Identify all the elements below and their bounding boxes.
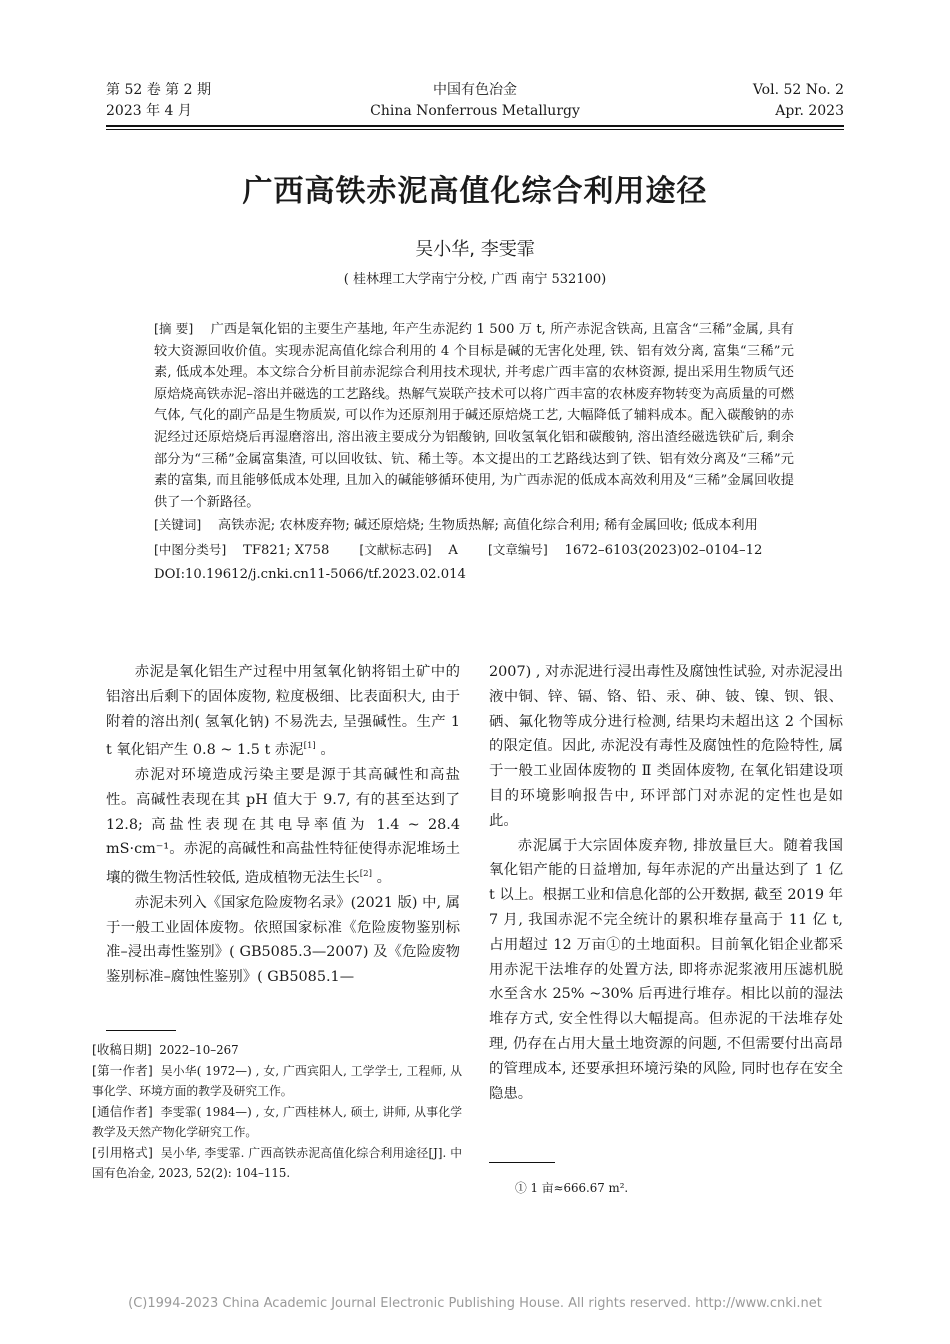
footnote-corresponding-author: [通信作者] 李雯霏( 1984—) , 女, 广西桂林人, 硕士, 讲师, 从事化学教学及天然产物化学研究工作。 [92, 1103, 462, 1139]
clc-item [154, 539, 329, 562]
doc-code-tag: [文献标志码] [359, 541, 432, 557]
body-paragraph: 赤泥属于大宗固体废弃物, 排放量巨大。随着我国氧化铝产能的日益增加, 每年赤泥的产出量达到了 1 亿 t 以上。根据工业和信息化部的公开数据, 截至 2019 年 7 月, 我国赤泥不完全统计的累积堆存量高于 11 亿 t, 占用超过 12 万亩①的土地面积。目前氧化铝企业都采用赤泥干法堆存的处置方法, 即将赤泥浆液用压滤机脱水至含水 25% ~30% 后再进行堆存。相比以前的湿法堆存方式, 安全性得以大幅提高。但赤泥的干法堆存处理, 仍存在占用大量土地资源的问题, 不但需要付出高昂的管理成本, 还要承担环境污染的风险, 同时也存在安全隐患。 [489, 837, 843, 1102]
paper-title: 广西高铁赤泥高值化综合利用途径 [242, 174, 708, 209]
article-number-item [488, 539, 762, 562]
abstract-tag: [摘 要] [154, 321, 194, 336]
page-header [106, 80, 844, 130]
volume-cn: 第 52 卷 第 2 期 [106, 82, 211, 98]
clc-value: TF821; X758 [243, 542, 330, 558]
date-cn: 2023 年 4 月 [106, 103, 192, 119]
article-number-value: 1672–6103(2023)02–0104–12 [564, 542, 763, 558]
footnote-received: [收稿日期] 2022–10–267 [92, 1042, 239, 1057]
footnotes-left [92, 1040, 462, 1184]
doi: DOI:10.19612/j.cnki.cn11-5066/tf.2023.02.014 [154, 566, 466, 582]
doc-code-value: A [448, 542, 458, 558]
footnote-rule-left [106, 1030, 176, 1031]
header-right [753, 80, 844, 122]
header-rule-thin [106, 129, 844, 130]
article-number-tag: [文章编号] [487, 541, 548, 557]
abstract [154, 318, 794, 513]
footnote-first-author: [第一作者] 吴小华( 1972—) , 女, 广西宾阳人, 工学学士, 工程师, 从事化学、环境方面的教学及研究工作。 [92, 1062, 462, 1098]
citation-ref: [2] [359, 869, 373, 880]
clc-tag: [中图分类号] [154, 541, 227, 557]
classification-line [154, 539, 794, 562]
keywords-text: 高铁赤泥; 农林废弃物; 碱还原焙烧; 生物质热解; 高值化综合利用; 稀有金属回收; 低成本利用 [218, 518, 758, 534]
citation-ref: [1] [303, 741, 316, 752]
keywords-tag: [关键词] [154, 517, 202, 533]
body-column-left [106, 660, 460, 990]
body-paragraph: 2007) , 对赤泥进行浸出毒性及腐蚀性试验, 对赤泥浸出液中铜、锌、镉、铬、铅、汞、砷、铍、镍、钡、银、硒、氟化物等成分进行检测, 结果均未超出这 2 个国标的限定值。因此, 赤泥没有毒性及腐蚀性的危险特性, 属于一般工业固体废物的 Ⅱ 类固体废物, 在氧化铝建设项目的环境影响报告中, 环评部门对赤泥的定性也是如此。 [489, 664, 843, 829]
footnote-mu: ① 1 亩≈666.67 m². [515, 1181, 629, 1195]
doc-code-item [359, 539, 458, 562]
abstract-block [154, 318, 794, 585]
keywords [154, 514, 794, 537]
abstract-text: 广西是氧化铝的主要生产基地, 年产生赤泥约 1 500 万 t, 所产赤泥含铁高, 且富含“三稀”金属, 具有较大资源回收价值。实现赤泥高值化综合利用的 4 个目标是碱的无害化处理, 铁、铝有效分离, 富集“三稀”元素, 低成本处理。本文综合分析目前赤泥综合利用技术现状, 并考虑广西丰富的农林资源, 提出采用生物质气还原焙烧高铁赤泥–溶出并磁选的工艺路线。热解气炭联产技术可以将广西丰富的农林废弃物转变为高质量的可燃气体, 气化的副产品是生物质炭, 可以作为还原剂用于碱还原焙烧工艺, 大幅降低了辅料成本。配入碳酸钠的赤泥经过还原焙烧后再湿磨溶出, 溶出液主要成分为铝酸钠, 回收氢氧化铝和碳酸钠, 溶出渣经磁选铁矿后, 剩余部分为“三稀”金属富集渣, 可以回收钛、钪、稀土等。本文提出的工艺路线达到了铁、铝有效分离及“三稀”元素的富集, 而且能够低成本处理, 且加入的碱能够循环使用, 为广西赤泥的低成本高效利用及“三稀”金属回收提供了一个新路径。 [154, 322, 794, 510]
header-center [106, 80, 844, 122]
journal-en: China Nonferrous Metallurgy [370, 103, 580, 119]
body-paragraph: 赤泥未列入《国家危险废物名录》(2021 版) 中, 属于一般工业固体废物。依照国家标准《危险废物鉴别标准–浸出毒性鉴别》( GB5085.3—2007) 及《危险废物鉴别标准–腐蚀性鉴别》( GB5085.1— [106, 894, 460, 986]
header-rule-thick [106, 125, 844, 127]
affiliation: ( 桂林理工大学南宁分校, 广西 南宁 532100) [343, 272, 607, 287]
body-paragraph: 赤泥是氧化铝生产过程中用氢氧化钠将铝土矿中的铝溶出后剩下的固体废物, 粒度极细、比表面积大, 由于附着的溶出剂( 氢氧化钠) 不易洗去, 呈强碱性。生产 1 t 氧化铝产生 0.8 ~ 1.5 t 赤泥[1] 。 [106, 664, 460, 759]
footnote-citation-format: [引用格式] 吴小华, 李雯霏. 广西高铁赤泥高值化综合利用途径[J]. 中国有色冶金, 2023, 52(2): 104–115. [92, 1144, 463, 1180]
body-column-right [489, 660, 843, 1106]
body-paragraph: 赤泥对环境造成污染主要是源于其高碱性和高盐性。高碱性表现在其 pH 值大于 9.7, 有的甚至达到了 12.8; 高盐性表现在其电导率值为 1.4 ~ 28.4 mS·cm⁻¹。赤泥的高碱性和高盐性特征使得赤泥堆场土壤的微生物活性较低, 造成植物无法生长[2] 。 [106, 766, 460, 886]
authors: 吴小华, 李雯霏 [415, 239, 535, 260]
footnote-rule-right [489, 1162, 555, 1163]
journal-cn: 中国有色冶金 [433, 82, 517, 98]
date-en: Apr. 2023 [775, 103, 844, 119]
volume-en: Vol. 52 No. 2 [752, 82, 844, 98]
copyright-line: (C)1994-2023 China Academic Journal Electronic Publishing House. All rights reserved. http://www.cnki.net [128, 1296, 822, 1311]
